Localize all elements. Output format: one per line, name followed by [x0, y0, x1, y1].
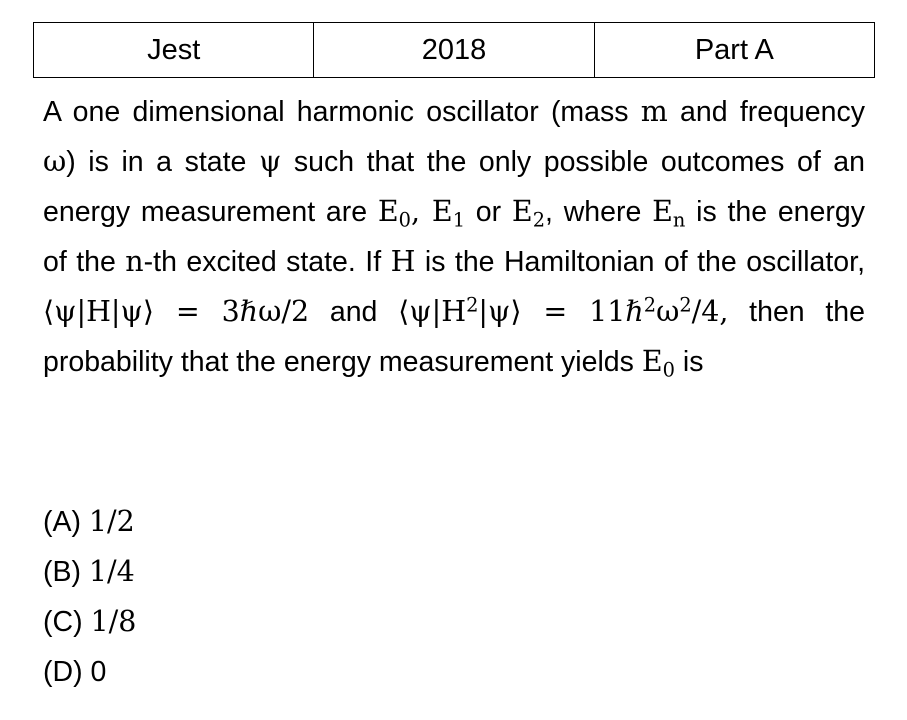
option-label: (D) [43, 656, 91, 688]
option-label: (B) [43, 556, 89, 588]
option-value: 1/2 [88, 505, 135, 538]
subscript: 1 [452, 208, 466, 232]
symbol-energy: , E [410, 195, 453, 228]
question-segment: is the energy of the [43, 196, 865, 278]
answer-options [43, 497, 136, 697]
question-segment: and [309, 296, 399, 328]
symbol-psi: ψ [258, 145, 282, 178]
equation-expectation-h [43, 296, 309, 328]
symbol-hbar: ℏ [239, 295, 259, 328]
superscript: 2 [679, 293, 692, 317]
option-label: (C) [43, 606, 91, 638]
symbol-n: n [125, 245, 144, 278]
question-segment: is the Hamiltonian of the oscillator, [415, 246, 865, 278]
option-c[interactable] [43, 597, 136, 647]
option-b[interactable] [43, 547, 136, 597]
question-segment: then the probability that the energy measurement yields [43, 296, 865, 378]
math: ω/2 [258, 295, 310, 328]
symbol-energy: E [652, 195, 673, 228]
symbol-hamiltonian: H [390, 245, 416, 278]
question-segment: such that the only possible outcomes of an energy measurement are [43, 146, 865, 228]
header-exam: Jest [34, 23, 314, 78]
option-value: 0 [90, 656, 107, 688]
math: ⟨ψ|H [398, 295, 467, 328]
symbol-mass: m [640, 95, 668, 128]
header-part: Part A [594, 23, 874, 78]
option-label: (A) [43, 506, 89, 538]
superscript: 2 [466, 293, 479, 317]
option-d[interactable] [43, 647, 136, 697]
header-row [34, 23, 875, 78]
subscript: 0 [398, 208, 411, 232]
option-value: 1/8 [90, 605, 137, 638]
subscript: n [672, 208, 686, 232]
symbol-hbar: ℏ [625, 295, 644, 328]
symbol-energy: E [511, 195, 533, 228]
math: ⟨ψ|H|ψ⟩ = 3 [43, 295, 240, 328]
question-segment: -th excited state. If [143, 246, 391, 278]
header-table [33, 22, 875, 78]
header-year: 2018 [314, 23, 594, 78]
equation-expectation-h2 [398, 293, 729, 328]
subscript: 0 [662, 358, 675, 382]
option-value: 1/4 [88, 555, 135, 588]
question-segment: , where [545, 196, 653, 228]
symbol-energy: E [641, 345, 663, 378]
question-segment: or [465, 196, 512, 228]
symbol-energy: E [377, 195, 399, 228]
math: |ψ⟩ = 11 [478, 295, 626, 328]
symbol-omega: ω [43, 145, 67, 178]
question-segment: ) is in a state [66, 146, 259, 178]
question-segment: is [674, 346, 704, 378]
question-segment: A one dimensional harmonic oscillator (mass [43, 96, 641, 128]
superscript: 2 [643, 293, 657, 317]
option-a[interactable] [43, 497, 136, 547]
question-segment: and frequency [667, 96, 865, 128]
symbol-omega: ω [656, 295, 680, 328]
subscript: 2 [532, 208, 546, 232]
question-text [43, 87, 865, 387]
math: /4, [691, 295, 729, 328]
